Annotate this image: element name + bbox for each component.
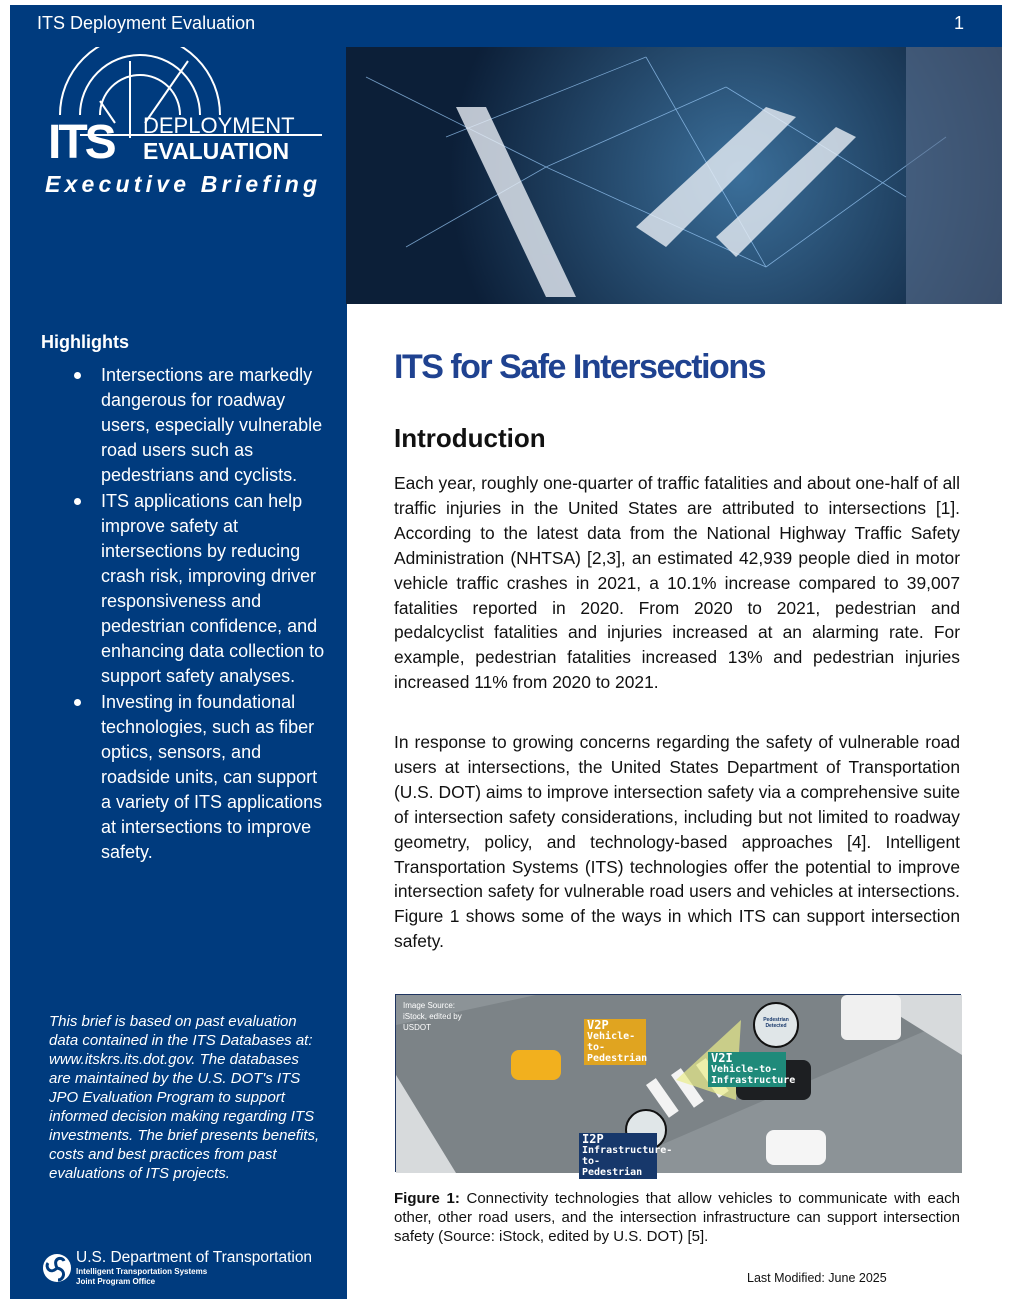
caption-label: Figure 1: [394,1190,460,1207]
intersection-illustration [396,995,962,1173]
usdot-emblem-icon [42,1253,72,1283]
its-deployment-evaluation-logo [40,53,330,169]
note-text: . The databases are maintained by the U.S. DOT's ITS JPO Evaluation Program to support informed decision making regarding ITS investments. The brief presents benefits, costs and best practices from past evaluations of ITS projects. [49,1051,320,1182]
section-heading-introduction: Introduction [394,423,546,453]
figure-1-caption [394,1189,960,1246]
usdot-name: U.S. Department of Transportation [76,1249,313,1266]
v2i-abbr: V2I [711,1051,733,1065]
cover-photo-city-intersection [346,47,1002,304]
page-number: 1 [953,13,964,33]
header-title: ITS Deployment Evaluation [37,13,256,33]
v2i-label [708,1051,796,1087]
v2p-full: Vehicle-to-Pedestrian [587,1031,648,1064]
svg-text:ITS: ITS [48,116,114,169]
highlights-heading: Highlights [41,332,129,352]
network-lines-graphic [346,47,1002,304]
v2p-abbr: V2P [587,1018,609,1032]
i2p-abbr: I2P [582,1132,604,1146]
figure-1-illustration [395,994,961,1178]
executive-briefing-tagline: Executive Briefing [45,171,322,197]
caption-text: Connectivity technologies that allow vehicles to communicate with each other, other road users, and the intersection infrastructure can support intersection safety (Source: iStock, edited by U.S. DOT) [5]. [394,1190,961,1245]
pedestrian-detected-bubble: Pedestrian Detected [763,1017,789,1029]
sidebar [10,5,347,1299]
svg-text:DEPLOYMENT: DEPLOYMENT [143,113,295,138]
note-text: This brief is based on past evaluation data contained in the ITS Databases at: [49,1013,313,1049]
header-bar [10,5,1002,47]
i2p-full: Infrastructure-to-Pedestrian [582,1145,673,1178]
v2p-label [584,1019,646,1065]
highlights-list [74,363,332,866]
svg-text:EVALUATION: EVALUATION [143,138,290,164]
v2i-full: Vehicle-to-Infrastructure [711,1064,796,1086]
last-modified: Last Modified: June 2025 [747,1271,887,1285]
image-source-credit: Image Source: iStock, edited by USDOT [403,1001,462,1032]
intro-paragraph-2: In response to growing concerns regarding the safety of vulnerable road users at intersections, the United States Department of Transportation (U.S. DOT) aims to improve intersection safety via a comprehensive suite of intersection safety considerations, including but not limited to roadway geometry, policy, and technology-based approaches [4]. Intelligent Transportation Systems (ITS) technologies offer the potential to improve intersection safety for vulnerable road users and vehicles at intersections. Figure 1 shows some of the ways in which ITS can support intersection safety. [394,732,960,952]
page-title: ITS for Safe Intersections [394,348,765,386]
intro-paragraph-1: Each year, roughly one-quarter of traffic fatalities and about one-half of all traffic injuries in the United States are attributed to intersections [1]. According to the latest data from the National Highway Traffic Safety Administration (NHTSA) [2,3], an estimated 42,939 people died in motor vehicle traffic crashes in 2021, a 10.1% increase compared to 39,007 fatalities reported in 2020. From 2020 to 2021, pedestrian and pedalcyclist fatalities and injuries increased at an alarming rate. For example, pedestrian fatalities increased 13% and pedestrian injuries increased 11% from 2020 to 2021. [394,473,960,693]
highlight-item: ITS applications can help improve safety at intersections by reducing crash risk, improving driver responsiveness and pedestrian confidence, and enhancing data collection to support safety analyses. [74,489,332,689]
i2p-label [579,1132,673,1179]
highlight-item: Investing in foundational technologies, such as fiber optics, sensors, and roadside units, can support a variety of ITS applications at intersections to improve safety. [74,690,332,865]
itskrs-link[interactable]: www.itskrs.its.dot.gov [49,1051,192,1068]
jpo-line1: Intelligent Transportation Systems [76,1267,208,1276]
usdot-logo [42,1249,312,1287]
jpo-line2: Joint Program Office [76,1277,156,1286]
brief-note [49,1012,324,1183]
highlight-item: Intersections are markedly dangerous for roadway users, especially vulnerable road users such as pedestrians and cyclists. [74,363,332,488]
